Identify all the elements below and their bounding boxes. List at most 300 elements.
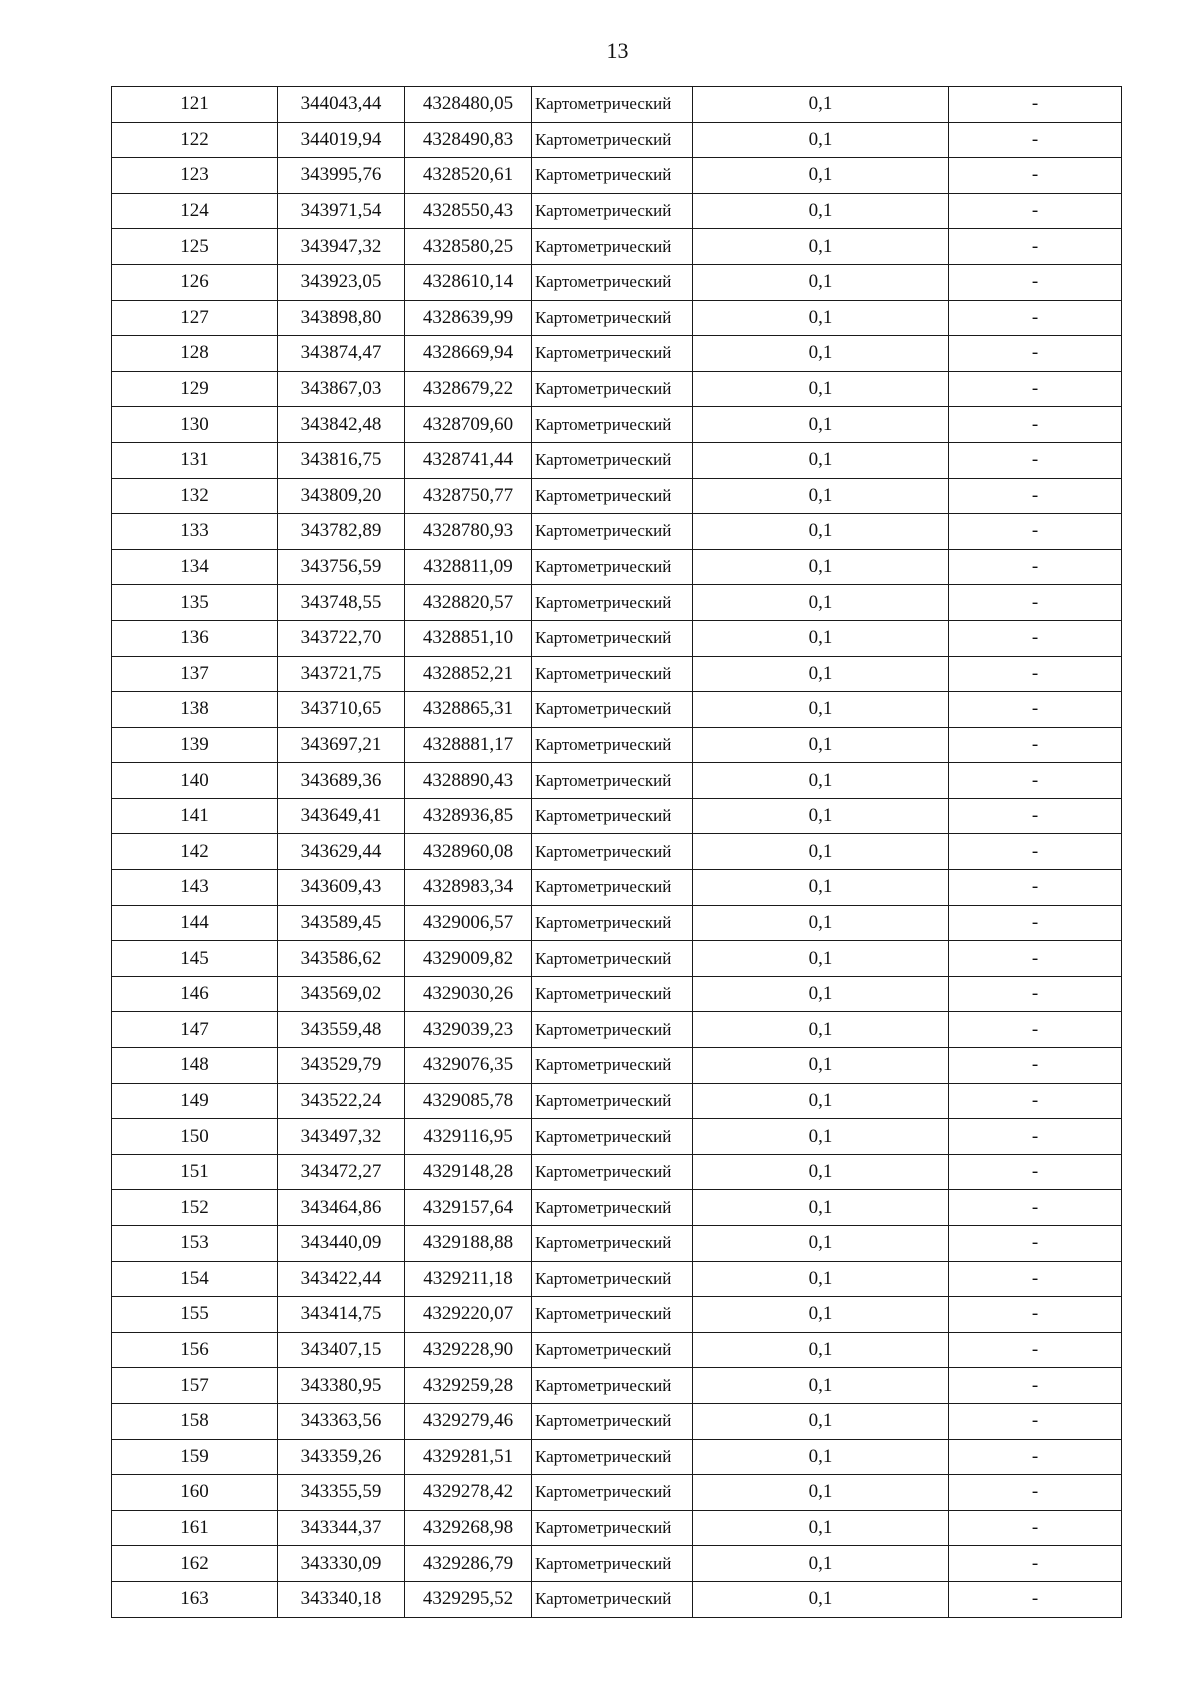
y-coordinate-cell: 4328820,57 <box>405 585 532 621</box>
description-cell: - <box>949 1581 1122 1617</box>
accuracy-cell: 0,1 <box>693 941 949 977</box>
description-cell: - <box>949 1261 1122 1297</box>
accuracy-cell: 0,1 <box>693 727 949 763</box>
method-cell: Картометрический <box>532 407 693 443</box>
accuracy-cell: 0,1 <box>693 1261 949 1297</box>
accuracy-cell: 0,1 <box>693 834 949 870</box>
table-row <box>112 763 1122 799</box>
method-cell: Картометрический <box>532 763 693 799</box>
description-cell: - <box>949 1048 1122 1084</box>
accuracy-cell: 0,1 <box>693 763 949 799</box>
table-row <box>112 158 1122 194</box>
x-coordinate-cell: 343923,05 <box>278 264 405 300</box>
y-coordinate-cell: 4328750,77 <box>405 478 532 514</box>
description-cell: - <box>949 692 1122 728</box>
method-cell: Картометрический <box>532 1261 693 1297</box>
y-coordinate-cell: 4329157,64 <box>405 1190 532 1226</box>
y-coordinate-cell: 4328741,44 <box>405 442 532 478</box>
y-coordinate-cell: 4328639,99 <box>405 300 532 336</box>
description-cell: - <box>949 336 1122 372</box>
y-coordinate-cell: 4329009,82 <box>405 941 532 977</box>
y-coordinate-cell: 4329211,18 <box>405 1261 532 1297</box>
point-number-cell: 158 <box>112 1403 278 1439</box>
description-cell: - <box>949 620 1122 656</box>
accuracy-cell: 0,1 <box>693 1012 949 1048</box>
accuracy-cell: 0,1 <box>693 336 949 372</box>
point-number-cell: 157 <box>112 1368 278 1404</box>
table-row <box>112 478 1122 514</box>
description-cell: - <box>949 87 1122 123</box>
accuracy-cell: 0,1 <box>693 870 949 906</box>
x-coordinate-cell: 343609,43 <box>278 870 405 906</box>
table-row <box>112 407 1122 443</box>
table-row <box>112 1048 1122 1084</box>
point-number-cell: 155 <box>112 1297 278 1333</box>
y-coordinate-cell: 4328580,25 <box>405 229 532 265</box>
x-coordinate-cell: 343569,02 <box>278 976 405 1012</box>
point-number-cell: 131 <box>112 442 278 478</box>
table-row <box>112 514 1122 550</box>
method-cell: Картометрический <box>532 1475 693 1511</box>
y-coordinate-cell: 4328780,93 <box>405 514 532 550</box>
table-row <box>112 336 1122 372</box>
x-coordinate-cell: 343649,41 <box>278 798 405 834</box>
accuracy-cell: 0,1 <box>693 1546 949 1582</box>
accuracy-cell: 0,1 <box>693 478 949 514</box>
point-number-cell: 160 <box>112 1475 278 1511</box>
page-number: 13 <box>606 38 629 63</box>
table-row <box>112 1012 1122 1048</box>
description-cell: - <box>949 1475 1122 1511</box>
x-coordinate-cell: 343472,27 <box>278 1154 405 1190</box>
table-row <box>112 1581 1122 1617</box>
point-number-cell: 125 <box>112 229 278 265</box>
table-row <box>112 1475 1122 1511</box>
point-number-cell: 156 <box>112 1332 278 1368</box>
x-coordinate-cell: 343529,79 <box>278 1048 405 1084</box>
accuracy-cell: 0,1 <box>693 1154 949 1190</box>
table-row <box>112 1403 1122 1439</box>
x-coordinate-cell: 343422,44 <box>278 1261 405 1297</box>
method-cell: Картометрический <box>532 834 693 870</box>
y-coordinate-cell: 4328610,14 <box>405 264 532 300</box>
accuracy-cell: 0,1 <box>693 407 949 443</box>
y-coordinate-cell: 4329228,90 <box>405 1332 532 1368</box>
description-cell: - <box>949 834 1122 870</box>
table-row <box>112 692 1122 728</box>
x-coordinate-cell: 343867,03 <box>278 371 405 407</box>
table-row <box>112 834 1122 870</box>
method-cell: Картометрический <box>532 1012 693 1048</box>
accuracy-cell: 0,1 <box>693 264 949 300</box>
table-row <box>112 371 1122 407</box>
description-cell: - <box>949 371 1122 407</box>
point-number-cell: 152 <box>112 1190 278 1226</box>
method-cell: Картометрический <box>532 1510 693 1546</box>
method-cell: Картометрический <box>532 1368 693 1404</box>
method-cell: Картометрический <box>532 122 693 158</box>
x-coordinate-cell: 343809,20 <box>278 478 405 514</box>
method-cell: Картометрический <box>532 727 693 763</box>
accuracy-cell: 0,1 <box>693 1475 949 1511</box>
method-cell: Картометрический <box>532 1332 693 1368</box>
description-cell: - <box>949 1119 1122 1155</box>
accuracy-cell: 0,1 <box>693 442 949 478</box>
point-number-cell: 121 <box>112 87 278 123</box>
description-cell: - <box>949 585 1122 621</box>
table-row <box>112 193 1122 229</box>
point-number-cell: 130 <box>112 407 278 443</box>
table-row <box>112 1154 1122 1190</box>
table-row <box>112 229 1122 265</box>
accuracy-cell: 0,1 <box>693 585 949 621</box>
method-cell: Картометрический <box>532 1581 693 1617</box>
x-coordinate-cell: 343414,75 <box>278 1297 405 1333</box>
method-cell: Картометрический <box>532 941 693 977</box>
x-coordinate-cell: 343355,59 <box>278 1475 405 1511</box>
y-coordinate-cell: 4329039,23 <box>405 1012 532 1048</box>
point-number-cell: 136 <box>112 620 278 656</box>
accuracy-cell: 0,1 <box>693 620 949 656</box>
table-row <box>112 1083 1122 1119</box>
description-cell: - <box>949 442 1122 478</box>
table-row <box>112 656 1122 692</box>
x-coordinate-cell: 343407,15 <box>278 1332 405 1368</box>
y-coordinate-cell: 4329148,28 <box>405 1154 532 1190</box>
y-coordinate-cell: 4328852,21 <box>405 656 532 692</box>
point-number-cell: 142 <box>112 834 278 870</box>
accuracy-cell: 0,1 <box>693 1510 949 1546</box>
point-number-cell: 150 <box>112 1119 278 1155</box>
method-cell: Картометрический <box>532 300 693 336</box>
accuracy-cell: 0,1 <box>693 1083 949 1119</box>
y-coordinate-cell: 4328936,85 <box>405 798 532 834</box>
x-coordinate-cell: 343344,37 <box>278 1510 405 1546</box>
method-cell: Картометрический <box>532 1297 693 1333</box>
description-cell: - <box>949 763 1122 799</box>
x-coordinate-cell: 344019,94 <box>278 122 405 158</box>
point-number-cell: 124 <box>112 193 278 229</box>
accuracy-cell: 0,1 <box>693 1581 949 1617</box>
accuracy-cell: 0,1 <box>693 514 949 550</box>
table-row <box>112 1297 1122 1333</box>
description-cell: - <box>949 1012 1122 1048</box>
method-cell: Картометрический <box>532 1048 693 1084</box>
method-cell: Картометрический <box>532 1083 693 1119</box>
description-cell: - <box>949 1154 1122 1190</box>
x-coordinate-cell: 344043,44 <box>278 87 405 123</box>
point-number-cell: 123 <box>112 158 278 194</box>
description-cell: - <box>949 1546 1122 1582</box>
method-cell: Картометрический <box>532 1439 693 1475</box>
y-coordinate-cell: 4328480,05 <box>405 87 532 123</box>
y-coordinate-cell: 4328960,08 <box>405 834 532 870</box>
x-coordinate-cell: 343721,75 <box>278 656 405 692</box>
table-row <box>112 87 1122 123</box>
table-row <box>112 264 1122 300</box>
y-coordinate-cell: 4329281,51 <box>405 1439 532 1475</box>
point-number-cell: 140 <box>112 763 278 799</box>
coordinates-table <box>111 86 1122 1618</box>
point-number-cell: 122 <box>112 122 278 158</box>
table-row <box>112 1546 1122 1582</box>
table-row <box>112 798 1122 834</box>
point-number-cell: 162 <box>112 1546 278 1582</box>
y-coordinate-cell: 4329295,52 <box>405 1581 532 1617</box>
y-coordinate-cell: 4328881,17 <box>405 727 532 763</box>
method-cell: Картометрический <box>532 158 693 194</box>
point-number-cell: 132 <box>112 478 278 514</box>
point-number-cell: 128 <box>112 336 278 372</box>
description-cell: - <box>949 1083 1122 1119</box>
description-cell: - <box>949 1226 1122 1262</box>
x-coordinate-cell: 343816,75 <box>278 442 405 478</box>
point-number-cell: 148 <box>112 1048 278 1084</box>
description-cell: - <box>949 1368 1122 1404</box>
y-coordinate-cell: 4328811,09 <box>405 549 532 585</box>
x-coordinate-cell: 343697,21 <box>278 727 405 763</box>
method-cell: Картометрический <box>532 1226 693 1262</box>
accuracy-cell: 0,1 <box>693 87 949 123</box>
table-row <box>112 727 1122 763</box>
accuracy-cell: 0,1 <box>693 371 949 407</box>
description-cell: - <box>949 905 1122 941</box>
table-row <box>112 1226 1122 1262</box>
method-cell: Картометрический <box>532 870 693 906</box>
y-coordinate-cell: 4328490,83 <box>405 122 532 158</box>
y-coordinate-cell: 4329286,79 <box>405 1546 532 1582</box>
accuracy-cell: 0,1 <box>693 656 949 692</box>
method-cell: Картометрический <box>532 478 693 514</box>
accuracy-cell: 0,1 <box>693 193 949 229</box>
x-coordinate-cell: 343522,24 <box>278 1083 405 1119</box>
x-coordinate-cell: 343842,48 <box>278 407 405 443</box>
x-coordinate-cell: 343947,32 <box>278 229 405 265</box>
accuracy-cell: 0,1 <box>693 976 949 1012</box>
point-number-cell: 138 <box>112 692 278 728</box>
point-number-cell: 126 <box>112 264 278 300</box>
x-coordinate-cell: 343722,70 <box>278 620 405 656</box>
method-cell: Картометрический <box>532 1546 693 1582</box>
description-cell: - <box>949 407 1122 443</box>
x-coordinate-cell: 343380,95 <box>278 1368 405 1404</box>
description-cell: - <box>949 1190 1122 1226</box>
y-coordinate-cell: 4328865,31 <box>405 692 532 728</box>
x-coordinate-cell: 343340,18 <box>278 1581 405 1617</box>
method-cell: Картометрический <box>532 620 693 656</box>
table-row <box>112 122 1122 158</box>
method-cell: Картометрический <box>532 656 693 692</box>
table-row <box>112 1368 1122 1404</box>
method-cell: Картометрический <box>532 1119 693 1155</box>
description-cell: - <box>949 549 1122 585</box>
description-cell: - <box>949 122 1122 158</box>
x-coordinate-cell: 343710,65 <box>278 692 405 728</box>
point-number-cell: 145 <box>112 941 278 977</box>
y-coordinate-cell: 4329220,07 <box>405 1297 532 1333</box>
accuracy-cell: 0,1 <box>693 798 949 834</box>
method-cell: Картометрический <box>532 371 693 407</box>
point-number-cell: 137 <box>112 656 278 692</box>
x-coordinate-cell: 343497,32 <box>278 1119 405 1155</box>
method-cell: Картометрический <box>532 193 693 229</box>
y-coordinate-cell: 4329085,78 <box>405 1083 532 1119</box>
description-cell: - <box>949 941 1122 977</box>
table-row <box>112 1190 1122 1226</box>
table-row <box>112 976 1122 1012</box>
y-coordinate-cell: 4329116,95 <box>405 1119 532 1155</box>
accuracy-cell: 0,1 <box>693 1439 949 1475</box>
table-row <box>112 549 1122 585</box>
method-cell: Картометрический <box>532 1154 693 1190</box>
accuracy-cell: 0,1 <box>693 1297 949 1333</box>
x-coordinate-cell: 343464,86 <box>278 1190 405 1226</box>
accuracy-cell: 0,1 <box>693 1119 949 1155</box>
table-row <box>112 1332 1122 1368</box>
description-cell: - <box>949 870 1122 906</box>
table-row <box>112 1439 1122 1475</box>
x-coordinate-cell: 343330,09 <box>278 1546 405 1582</box>
accuracy-cell: 0,1 <box>693 1226 949 1262</box>
table-row <box>112 300 1122 336</box>
table-row <box>112 905 1122 941</box>
y-coordinate-cell: 4329268,98 <box>405 1510 532 1546</box>
x-coordinate-cell: 343440,09 <box>278 1226 405 1262</box>
description-cell: - <box>949 300 1122 336</box>
description-cell: - <box>949 727 1122 763</box>
method-cell: Картометрический <box>532 585 693 621</box>
accuracy-cell: 0,1 <box>693 158 949 194</box>
description-cell: - <box>949 264 1122 300</box>
y-coordinate-cell: 4328550,43 <box>405 193 532 229</box>
y-coordinate-cell: 4329278,42 <box>405 1475 532 1511</box>
x-coordinate-cell: 343586,62 <box>278 941 405 977</box>
point-number-cell: 163 <box>112 1581 278 1617</box>
description-cell: - <box>949 976 1122 1012</box>
method-cell: Картометрический <box>532 229 693 265</box>
method-cell: Картометрический <box>532 264 693 300</box>
table-row <box>112 442 1122 478</box>
coordinates-table-body <box>112 87 1122 1618</box>
point-number-cell: 134 <box>112 549 278 585</box>
y-coordinate-cell: 4329279,46 <box>405 1403 532 1439</box>
method-cell: Картометрический <box>532 87 693 123</box>
accuracy-cell: 0,1 <box>693 1368 949 1404</box>
method-cell: Картометрический <box>532 798 693 834</box>
point-number-cell: 149 <box>112 1083 278 1119</box>
y-coordinate-cell: 4329006,57 <box>405 905 532 941</box>
accuracy-cell: 0,1 <box>693 229 949 265</box>
y-coordinate-cell: 4329076,35 <box>405 1048 532 1084</box>
y-coordinate-cell: 4328669,94 <box>405 336 532 372</box>
method-cell: Картометрический <box>532 549 693 585</box>
accuracy-cell: 0,1 <box>693 1190 949 1226</box>
accuracy-cell: 0,1 <box>693 692 949 728</box>
y-coordinate-cell: 4328520,61 <box>405 158 532 194</box>
y-coordinate-cell: 4329188,88 <box>405 1226 532 1262</box>
table-row <box>112 1510 1122 1546</box>
x-coordinate-cell: 343748,55 <box>278 585 405 621</box>
x-coordinate-cell: 343898,80 <box>278 300 405 336</box>
x-coordinate-cell: 343363,56 <box>278 1403 405 1439</box>
description-cell: - <box>949 478 1122 514</box>
description-cell: - <box>949 1510 1122 1546</box>
point-number-cell: 147 <box>112 1012 278 1048</box>
point-number-cell: 141 <box>112 798 278 834</box>
description-cell: - <box>949 1403 1122 1439</box>
y-coordinate-cell: 4328679,22 <box>405 371 532 407</box>
description-cell: - <box>949 798 1122 834</box>
method-cell: Картометрический <box>532 336 693 372</box>
description-cell: - <box>949 1439 1122 1475</box>
x-coordinate-cell: 343589,45 <box>278 905 405 941</box>
accuracy-cell: 0,1 <box>693 905 949 941</box>
point-number-cell: 133 <box>112 514 278 550</box>
accuracy-cell: 0,1 <box>693 300 949 336</box>
point-number-cell: 154 <box>112 1261 278 1297</box>
description-cell: - <box>949 193 1122 229</box>
y-coordinate-cell: 4328890,43 <box>405 763 532 799</box>
y-coordinate-cell: 4328709,60 <box>405 407 532 443</box>
table-row <box>112 1119 1122 1155</box>
x-coordinate-cell: 343559,48 <box>278 1012 405 1048</box>
y-coordinate-cell: 4329030,26 <box>405 976 532 1012</box>
y-coordinate-cell: 4328851,10 <box>405 620 532 656</box>
description-cell: - <box>949 229 1122 265</box>
table-row <box>112 941 1122 977</box>
point-number-cell: 127 <box>112 300 278 336</box>
description-cell: - <box>949 514 1122 550</box>
point-number-cell: 153 <box>112 1226 278 1262</box>
accuracy-cell: 0,1 <box>693 1332 949 1368</box>
x-coordinate-cell: 343874,47 <box>278 336 405 372</box>
table-row <box>112 1261 1122 1297</box>
x-coordinate-cell: 343782,89 <box>278 514 405 550</box>
method-cell: Картометрический <box>532 1403 693 1439</box>
method-cell: Картометрический <box>532 1190 693 1226</box>
point-number-cell: 129 <box>112 371 278 407</box>
method-cell: Картометрический <box>532 442 693 478</box>
y-coordinate-cell: 4328983,34 <box>405 870 532 906</box>
accuracy-cell: 0,1 <box>693 1403 949 1439</box>
point-number-cell: 146 <box>112 976 278 1012</box>
point-number-cell: 135 <box>112 585 278 621</box>
description-cell: - <box>949 656 1122 692</box>
x-coordinate-cell: 343629,44 <box>278 834 405 870</box>
point-number-cell: 143 <box>112 870 278 906</box>
point-number-cell: 159 <box>112 1439 278 1475</box>
point-number-cell: 151 <box>112 1154 278 1190</box>
description-cell: - <box>949 1297 1122 1333</box>
x-coordinate-cell: 343756,59 <box>278 549 405 585</box>
point-number-cell: 139 <box>112 727 278 763</box>
x-coordinate-cell: 343359,26 <box>278 1439 405 1475</box>
x-coordinate-cell: 343689,36 <box>278 763 405 799</box>
method-cell: Картометрический <box>532 692 693 728</box>
method-cell: Картометрический <box>532 976 693 1012</box>
table-row <box>112 585 1122 621</box>
description-cell: - <box>949 158 1122 194</box>
point-number-cell: 144 <box>112 905 278 941</box>
accuracy-cell: 0,1 <box>693 122 949 158</box>
method-cell: Картометрический <box>532 514 693 550</box>
description-cell: - <box>949 1332 1122 1368</box>
table-row <box>112 620 1122 656</box>
x-coordinate-cell: 343995,76 <box>278 158 405 194</box>
method-cell: Картометрический <box>532 905 693 941</box>
accuracy-cell: 0,1 <box>693 549 949 585</box>
y-coordinate-cell: 4329259,28 <box>405 1368 532 1404</box>
